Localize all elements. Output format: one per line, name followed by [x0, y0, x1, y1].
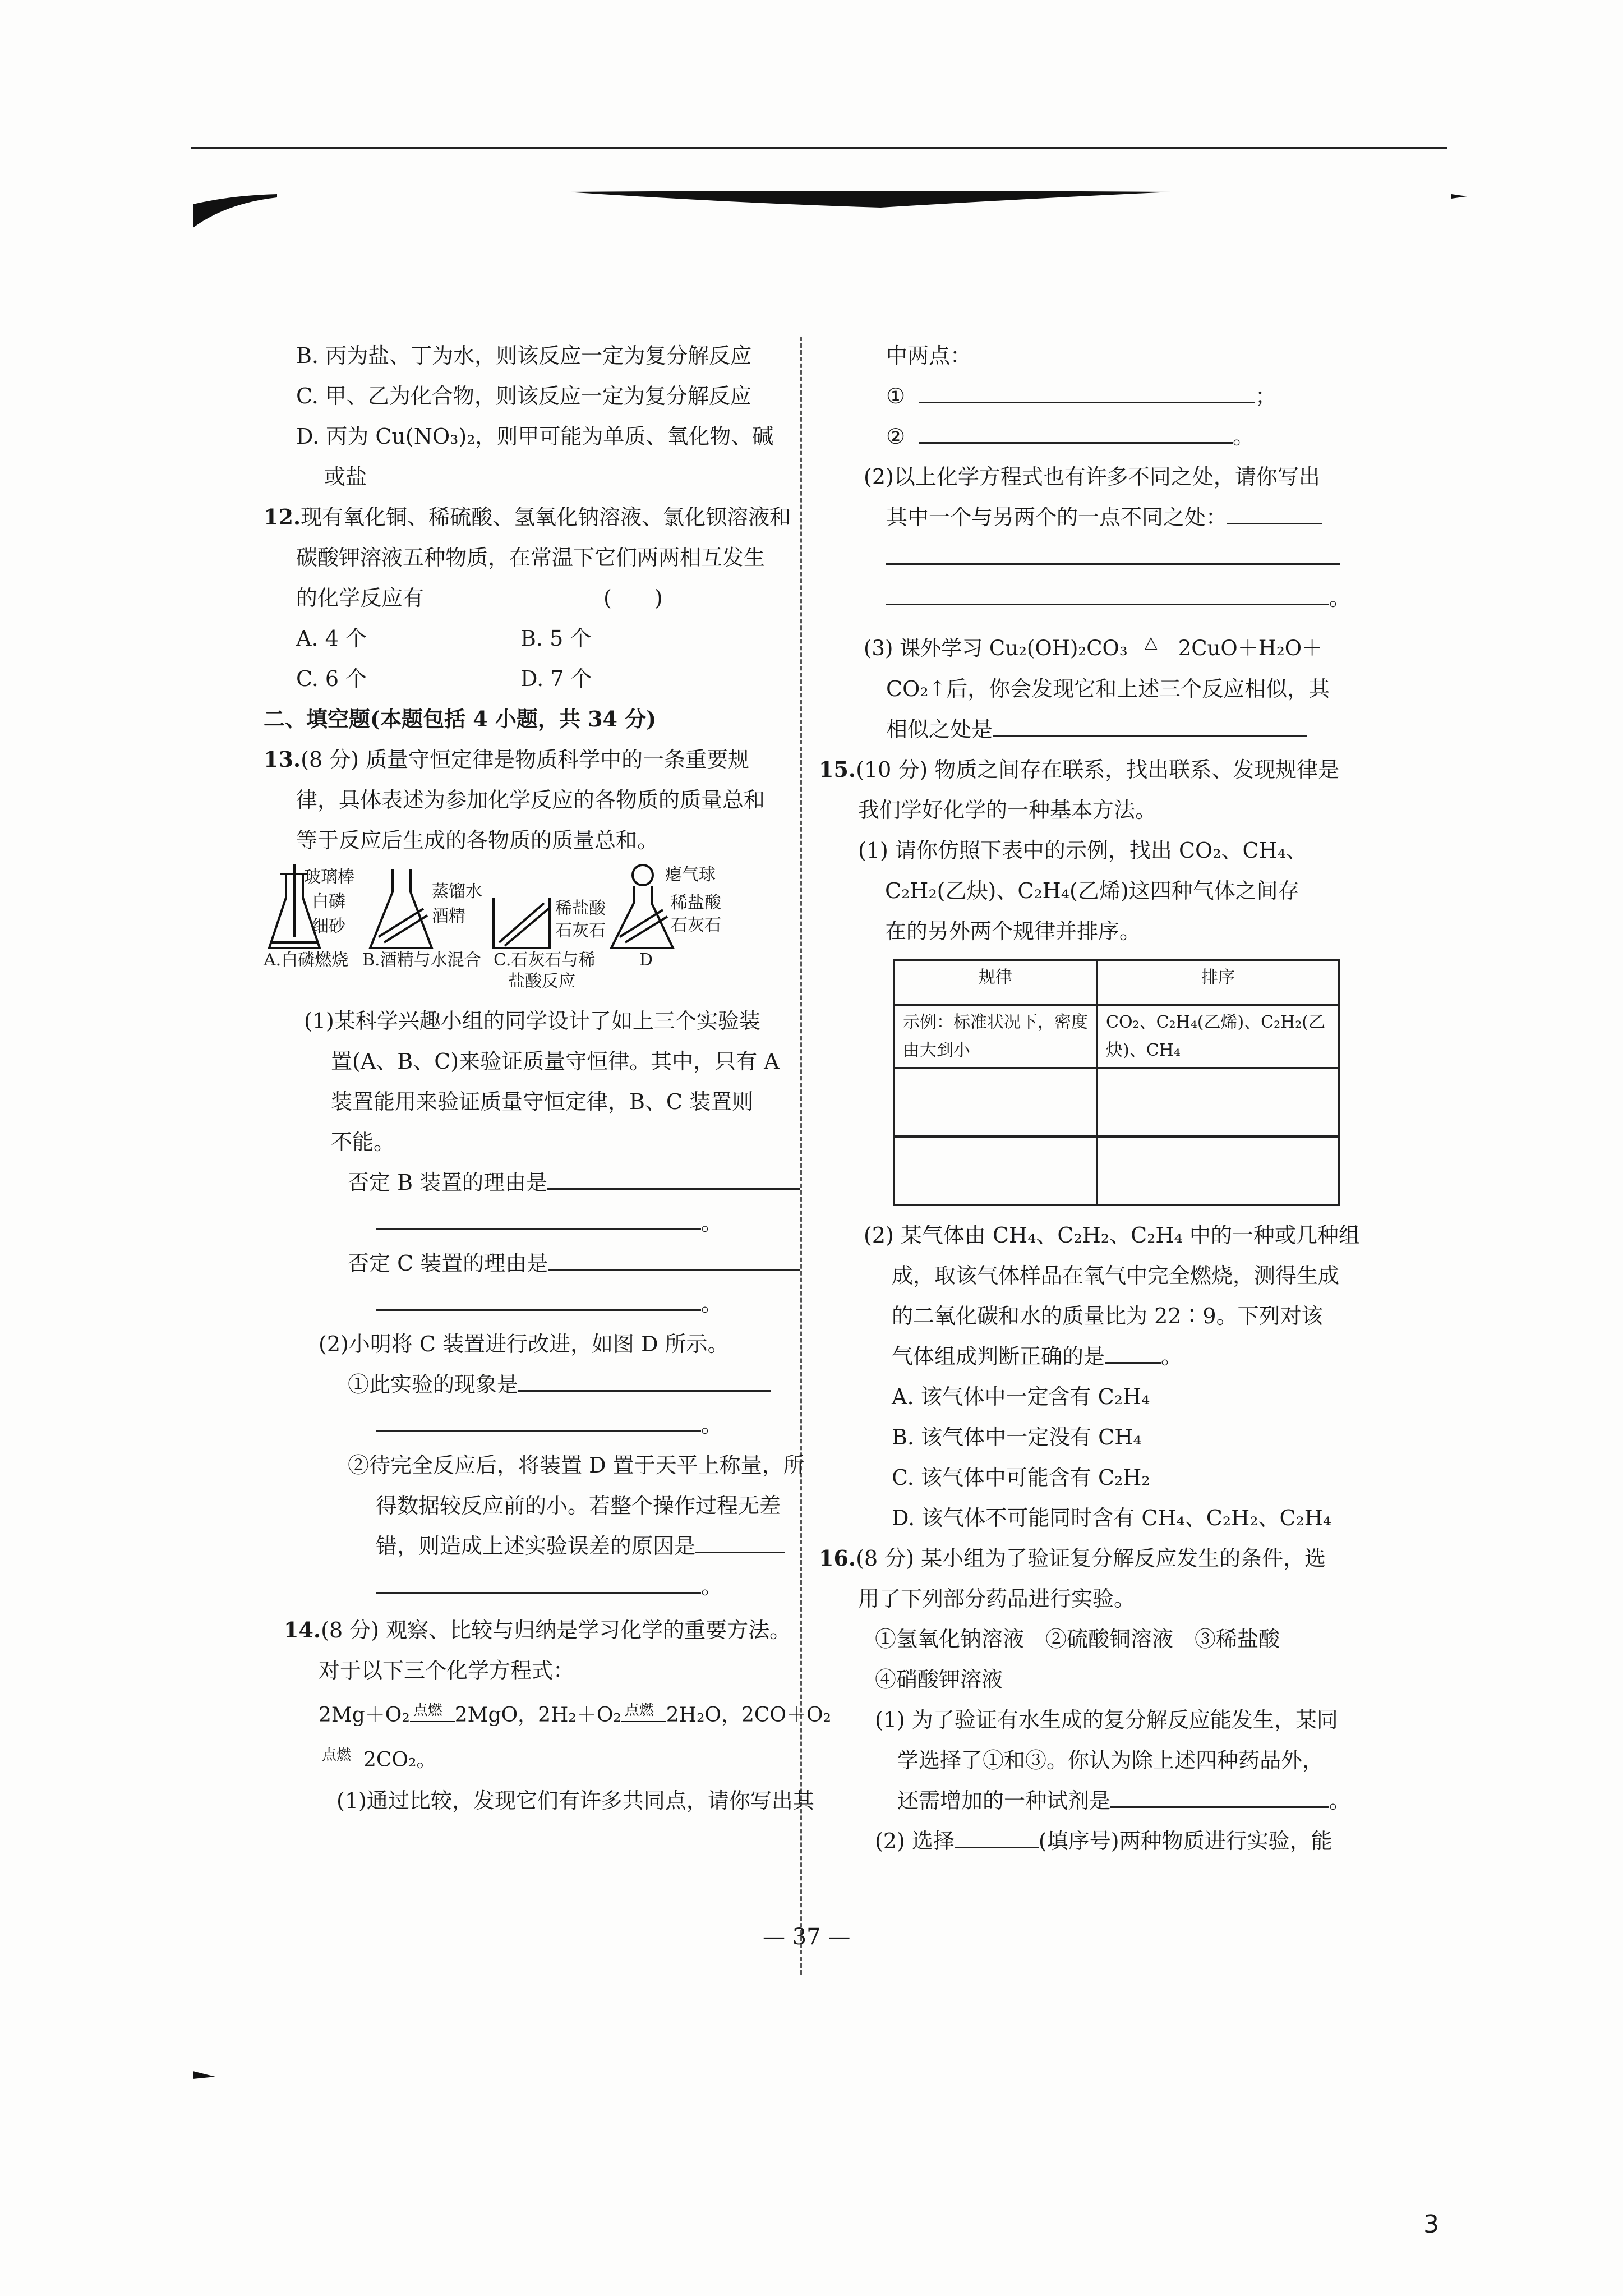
table-row-example — [894, 1005, 1339, 1068]
caption-c-line2: 盐酸反应 — [508, 972, 575, 991]
q12-option-d: D. 7 个 — [520, 666, 592, 691]
q14-number: 14. — [284, 1617, 321, 1642]
q16-1-text3: 还需增加的一种试剂是 — [897, 1788, 1111, 1813]
eq2-right: 2H₂O，2CO＋O₂ — [666, 1704, 831, 1727]
caption-c-line1: C.石灰石与稀 — [494, 950, 596, 970]
q13-reason-c — [264, 1243, 791, 1283]
q12-options — [264, 618, 791, 699]
caption-b: B.酒精与水混合 — [362, 950, 481, 970]
ignite-arrow — [621, 1702, 666, 1722]
top-rule — [191, 147, 1447, 149]
q15-1-line3: 在的另外两个规律并排序。 — [885, 919, 1141, 944]
eq1-right: 2MgO，2H₂＋O₂ — [454, 1704, 621, 1727]
caption-d: D — [639, 950, 653, 970]
q13-number: 13. — [264, 747, 301, 772]
q14-1-cont: 中两点： — [886, 343, 972, 368]
label-distilled-water: 蒸馏水 — [432, 882, 482, 901]
cell-blank-rule[interactable] — [894, 1137, 1097, 1205]
label-white-phosphorus: 白磷 — [312, 892, 345, 912]
q14-equation3 — [264, 1740, 791, 1780]
q13-1-line3: 装置能用来验证质量守恒定律，B、C 装置则 — [331, 1089, 754, 1114]
period: 。 — [1329, 586, 1351, 610]
q13-1-line1: (1)某科学兴趣小组的同学设计了如上三个实验装 — [304, 1009, 760, 1033]
q14-2-cont1 — [852, 537, 1413, 578]
q14-point-1 — [852, 376, 1413, 416]
q16-1-line2: 学选择了①和③。你认为除上述四种药品外， — [897, 1748, 1324, 1773]
q13-2-2-line2: 得数据较反应前的小。若整个操作过程无差 — [376, 1493, 781, 1518]
rule-table — [893, 959, 1340, 1206]
q16-line2: 用了下列部分药品进行实验。 — [858, 1586, 1136, 1611]
q12-option-c: C. 6 个 — [296, 666, 367, 691]
cond-ignite: 点燃 — [413, 1702, 442, 1719]
q15-2-line2: 成，取该气体样品在氧气中完全燃烧，测得生成 — [892, 1263, 1340, 1288]
label-glass-rod: 玻璃棒 — [304, 867, 354, 887]
answer-blank[interactable] — [955, 1822, 1039, 1848]
answer-blank[interactable] — [376, 1567, 701, 1594]
table-row-blank — [894, 1068, 1339, 1137]
q15-2-line3: 的二氧化碳和水的质量比为 22∶9。下列对该 — [892, 1304, 1323, 1328]
q12-number: 12. — [264, 504, 301, 530]
cell-blank-order[interactable] — [1097, 1137, 1339, 1205]
q13-reason-c-cont — [264, 1283, 791, 1324]
q14-line1 — [264, 1610, 791, 1650]
answer-blank[interactable] — [919, 417, 1233, 444]
q13-1-line4: 不能。 — [331, 1130, 395, 1154]
q16-1-line3 — [852, 1780, 1413, 1821]
q14-3-text-pre: (3) 课外学习 Cu₂(OH)₂CO₃ — [864, 636, 1128, 660]
q13-2-2-line3 — [264, 1526, 791, 1566]
q14-line2: 对于以下三个化学方程式： — [319, 1658, 575, 1683]
q15-option-a: A. 该气体中一定含有 C₂H₄ — [892, 1384, 1150, 1409]
cond-ignite: 点燃 — [624, 1702, 654, 1719]
cell-blank-rule[interactable] — [894, 1068, 1097, 1137]
q15-text1: (10 分) 物质之间存在联系，找出联系、发现规律是 — [856, 757, 1340, 782]
table-header-row — [894, 960, 1339, 1005]
sheet-number: 3 — [1423, 2210, 1439, 2239]
q15-line1 — [819, 749, 1413, 790]
q15-option-d: D. 该气体不可能同时含有 CH₄、C₂H₂、C₂H₄ — [892, 1506, 1332, 1530]
q16-2-text-post: (填序号)两种物质进行实验，能 — [1038, 1829, 1332, 1853]
q13-line1 — [264, 739, 791, 780]
point-2-marker: ② — [886, 424, 906, 449]
q13-2-2-line1: ②待完全反应后，将装置 D 置于天平上称量，所 — [348, 1453, 805, 1478]
answer-blank[interactable] — [376, 1406, 701, 1432]
answer-blank[interactable] — [886, 539, 1340, 565]
q14-3-line1 — [852, 628, 1413, 669]
answer-blank[interactable] — [547, 1163, 800, 1190]
q14-3-text-post: 2CuO＋H₂O＋ — [1178, 636, 1323, 660]
right-column — [819, 335, 1413, 1861]
q12-option-a: A. 4 个 — [296, 626, 367, 651]
q14-2-text2: 其中一个与另两个的一点不同之处： — [886, 505, 1228, 530]
q13-2-2-text3: 错，则造成上述实验误差的原因是 — [376, 1534, 696, 1558]
answer-blank[interactable] — [1227, 498, 1322, 524]
answer-blank[interactable] — [886, 579, 1329, 605]
period: 。 — [1161, 1344, 1183, 1369]
q15-option-c: C. 该气体中可能含有 C₂H₂ — [892, 1465, 1150, 1490]
caption-a: A.白磷燃烧 — [264, 950, 349, 970]
label-deflated-balloon: 瘪气球 — [665, 865, 716, 885]
q16-line1 — [819, 1538, 1413, 1579]
q15-2-text4: 气体组成判断正确的是 — [892, 1344, 1105, 1369]
q12-line3 — [264, 578, 791, 618]
q13-2: (2)小明将 C 装置进行改进，如图 D 所示。 — [319, 1332, 729, 1356]
q11-option-d-cont: 或盐 — [324, 464, 367, 489]
q16-1-line1: (1) 为了验证有水生成的复分解反应能发生，某同 — [875, 1708, 1338, 1732]
answer-paren[interactable]: ( ) — [603, 586, 663, 610]
q12-line1 — [264, 497, 791, 537]
q11-option-b: B. 丙为盐、丁为水，则该反应一定为复分解反应 — [296, 343, 752, 368]
q16-reagents-line1: ①氢氧化钠溶液 ②硫酸铜溶液 ③稀盐酸 — [875, 1627, 1280, 1651]
cell-example-rule: 示例：标准状况下，密度由大到小 — [894, 1005, 1097, 1068]
q15-2-line4 — [852, 1336, 1413, 1377]
cond-heat: △ — [1144, 633, 1158, 652]
q13-reason-c-label: 否定 C 装置的理由是 — [348, 1251, 548, 1276]
q12-text1: 现有氧化铜、稀硫酸、氢氧化钠溶液、氯化钡溶液和 — [301, 505, 791, 530]
q13-2-2-cont — [264, 1566, 791, 1607]
q16-text1: (8 分) 某小组为了验证复分解反应发生的条件，选 — [856, 1546, 1326, 1571]
q11-option-d: D. 丙为 Cu(NO₃)₂，则甲可能为单质、氧化物、碱 — [296, 424, 774, 449]
label-d-dilute-hcl: 稀盐酸 — [671, 893, 721, 913]
q14-point-2 — [852, 416, 1413, 457]
q13-line3: 等于反应后生成的各物质的质量总和。 — [296, 828, 659, 853]
answer-blank[interactable] — [518, 1365, 771, 1392]
answer-blank[interactable] — [919, 377, 1255, 403]
q16-2-text-pre: (2) 选择 — [875, 1829, 955, 1853]
q16-reagents-line2: ④硝酸钾溶液 — [875, 1667, 1003, 1692]
q15-line2: 我们学好化学的一种基本方法。 — [858, 798, 1157, 822]
corner-mark-top-right — [1451, 194, 1467, 199]
q13-reason-b — [264, 1162, 791, 1203]
period: 。 — [1233, 424, 1255, 449]
q14-2-cont2 — [852, 578, 1413, 618]
answer-blank[interactable] — [1110, 1782, 1329, 1808]
q13-1-line2: 置(A、B、C)来验证质量守恒律。其中，只有 A — [331, 1049, 780, 1074]
section2-heading: 二、填空题(本题包括 4 小题，共 34 分) — [264, 706, 657, 731]
q15-2-line1: (2) 某气体由 CH₄、C₂H₂、C₂H₄ 中的一种或几种组 — [864, 1223, 1360, 1248]
q11-option-c: C. 甲、乙为化合物，则该反应一定为复分解反应 — [296, 384, 751, 408]
answer-blank[interactable] — [695, 1527, 785, 1553]
cond-ignite: 点燃 — [322, 1747, 352, 1764]
period: 。 — [701, 1291, 723, 1316]
header-brush-stroke — [566, 191, 1172, 210]
ignite-arrow — [410, 1702, 455, 1722]
corner-mark-top-left — [193, 194, 277, 228]
q15-1-line1: (1) 请你仿照下表中的示例，找出 CO₂、CH₄、 — [858, 838, 1307, 863]
q13-2-1 — [264, 1364, 791, 1405]
answer-blank[interactable] — [1105, 1337, 1161, 1364]
page-number: — 37 — — [763, 1924, 851, 1950]
q12-line2: 碳酸钾溶液五种物质，在常温下它们两两相互发生 — [296, 545, 766, 570]
q14-3-line3 — [852, 709, 1413, 749]
answer-blank[interactable] — [376, 1285, 701, 1311]
q14-3-text3: 相似之处是 — [886, 717, 993, 742]
q15-option-b: B. 该气体中一定没有 CH₄ — [892, 1425, 1142, 1450]
semicolon: ； — [1255, 384, 1277, 408]
heat-arrow — [1128, 633, 1178, 655]
q14-text1: (8 分) 观察、比较与归纳是学习化学的重要方法。 — [321, 1618, 791, 1642]
label-c-limestone: 石灰石 — [555, 921, 606, 941]
period: 。 — [701, 1211, 723, 1235]
label-d-limestone: 石灰石 — [671, 915, 721, 935]
cell-example-order: CO₂、C₂H₄(乙烯)、C₂H₂(乙炔)、CH₄ — [1097, 1005, 1339, 1068]
q15-1-line2: C₂H₂(乙炔)、C₂H₄(乙烯)这四种气体之间存 — [885, 878, 1299, 903]
period: 。 — [701, 1574, 723, 1599]
q13-2-1-cont — [264, 1405, 791, 1445]
q13-text1: (8 分) 质量守恒定律是物质科学中的一条重要规 — [301, 747, 750, 772]
q13-reason-b-cont — [264, 1203, 791, 1243]
left-column — [264, 335, 831, 1821]
label-fine-sand: 细砂 — [312, 917, 345, 936]
q13-2-1-label: ①此实验的现象是 — [348, 1372, 519, 1397]
cell-blank-order[interactable] — [1097, 1068, 1339, 1137]
point-1-marker: ① — [886, 384, 906, 408]
table-row-blank — [894, 1137, 1339, 1205]
apparatus-figure — [264, 864, 768, 993]
q13-line2: 律，具体表述为参加化学反应的各物质的质量总和 — [296, 788, 766, 812]
q12-option-b: B. 5 个 — [520, 626, 592, 651]
q16-number: 16. — [819, 1545, 856, 1571]
q14-3-line2: CO₂↑后，你会发现它和上述三个反应相似，其 — [886, 677, 1330, 701]
q14-2-line1: (2)以上化学方程式也有许多不同之处，请你写出 — [864, 464, 1320, 489]
q14-equations — [264, 1691, 831, 1740]
eq1-left: 2Mg＋O₂ — [319, 1704, 410, 1727]
answer-blank[interactable] — [993, 710, 1307, 737]
corner-mark-bottom-left — [193, 2071, 215, 2079]
period: 。 — [1329, 1788, 1351, 1813]
answer-blank[interactable] — [376, 1204, 701, 1230]
q15-number: 15. — [819, 757, 856, 782]
q13-reason-b-label: 否定 B 装置的理由是 — [348, 1170, 548, 1195]
answer-blank[interactable] — [548, 1244, 800, 1271]
q16-2-line1 — [852, 1821, 1413, 1861]
q12-text3: 的化学反应有 — [296, 586, 425, 610]
eq3-right: 2CO₂。 — [363, 1749, 437, 1772]
ignite-arrow — [319, 1747, 363, 1766]
period: 。 — [701, 1412, 723, 1437]
header-order: 排序 — [1097, 960, 1339, 1005]
label-alcohol: 酒精 — [432, 907, 465, 926]
label-c-dilute-hcl: 稀盐酸 — [555, 899, 606, 918]
q14-2-line2 — [852, 497, 1413, 537]
q14-1: (1)通过比较，发现它们有许多共同点，请你写出其 — [336, 1788, 814, 1813]
header-rule: 规律 — [894, 960, 1097, 1005]
